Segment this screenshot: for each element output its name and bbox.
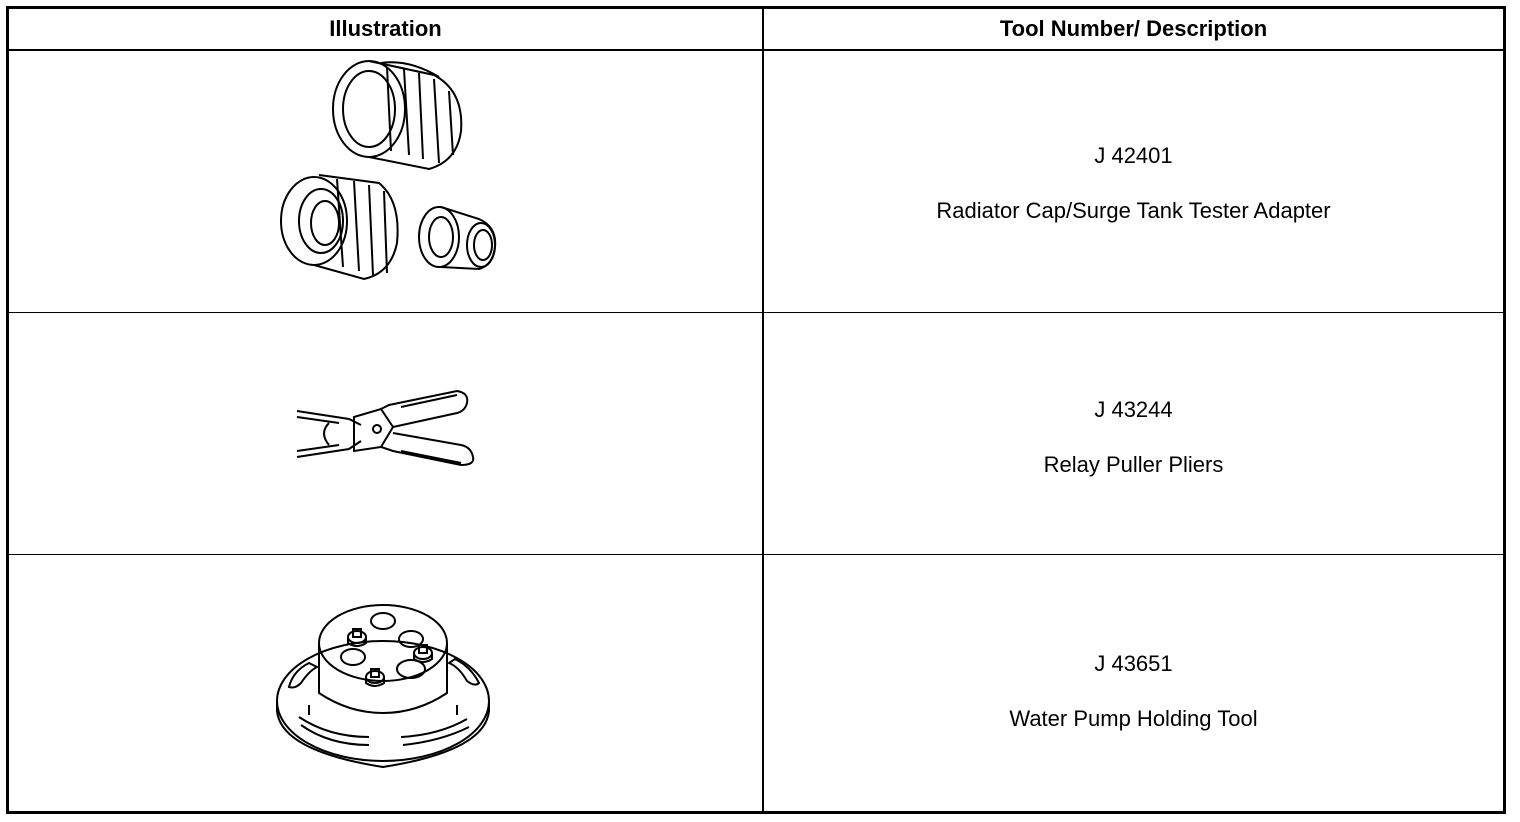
pliers-icon <box>9 313 762 553</box>
header-tool-description: Tool Number/ Description <box>999 16 1268 41</box>
tool-number: J 43244 <box>1094 397 1173 422</box>
tool-description: Relay Puller Pliers <box>1043 452 1224 477</box>
tool-description: Water Pump Holding Tool <box>1009 706 1258 731</box>
illustration-cell <box>9 555 762 811</box>
special-tools-table <box>6 6 1506 814</box>
tool-number: J 42401 <box>1094 143 1173 168</box>
description-cell <box>764 555 1503 811</box>
tool-description: Radiator Cap/Surge Tank Tester Adapter <box>936 198 1331 223</box>
table-header <box>9 9 1503 51</box>
illustration-cell <box>9 313 762 554</box>
illustration-cell <box>9 51 762 312</box>
table-row <box>9 313 1503 555</box>
description-cell <box>764 51 1503 312</box>
description-cell <box>764 313 1503 554</box>
holding-tool-icon <box>9 555 762 811</box>
tool-number: J 43651 <box>1094 651 1173 676</box>
header-illustration: Illustration <box>329 16 442 41</box>
table-row <box>9 555 1503 811</box>
table-row <box>9 51 1503 313</box>
adapter-set-icon <box>9 51 762 311</box>
